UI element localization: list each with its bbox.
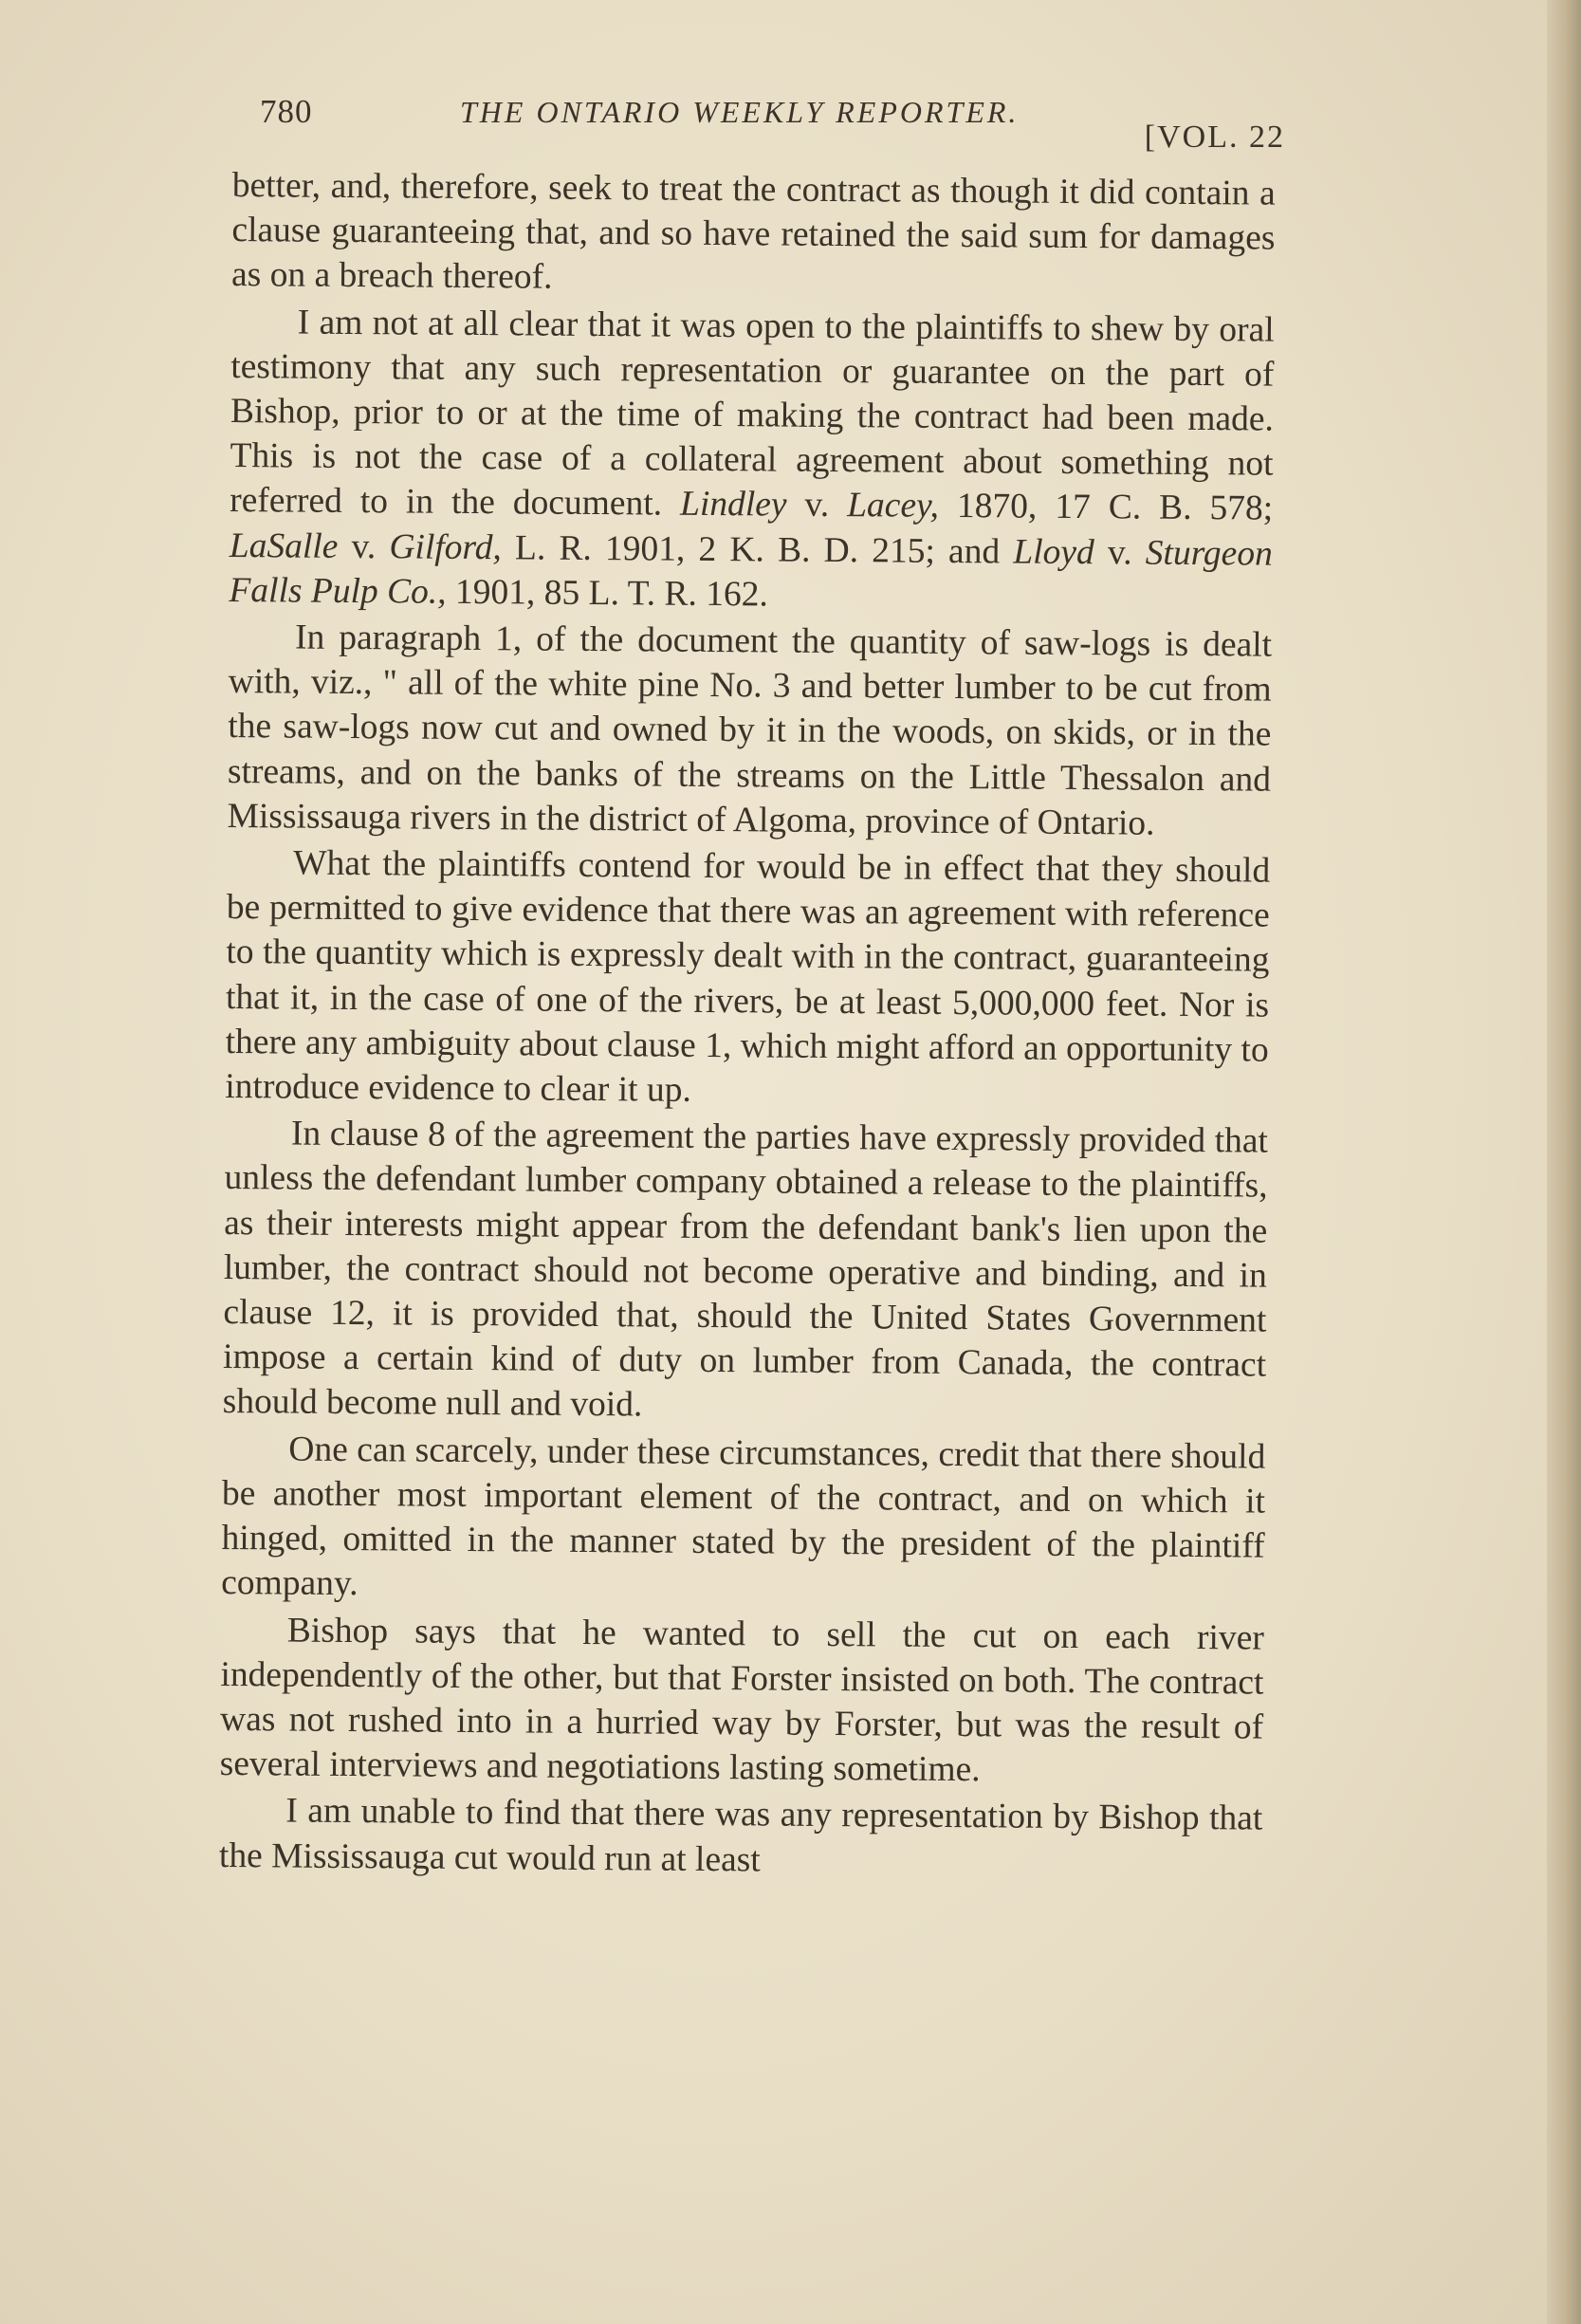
running-header	[256, 87, 1285, 163]
paragraph-7: Bishop says that he wanted to sell the cut on each river independently of the other, but that Forster insisted on both. The contract was not rushed into in a hurried way by Forster, but was the result of several interviews and negotiations lasting sometime.	[219, 1611, 1264, 1790]
paragraph-4: What the plaintiffs contend for would be in effect that they should be permitted to give evidence that there was an agreement with reference to the quantity which is expressly dealt with in the contract, guaranteeing that it, in the case of one of the rivers, be at least 5,000,000 feet. Nor is there any ambiguity about clause 1, which might afford an opportunity to introduce evidence to clear it up.	[225, 843, 1271, 1110]
paragraph-1: better, and, therefore, seek to treat the contract as though it did contain a clause guaranteeing that, and so have retained the said sum for damages as on a breach thereof.	[230, 165, 1276, 298]
citation-reference: L. R. 1901, 2 K. B. D. 215; and	[501, 527, 1014, 572]
paragraph-2	[229, 300, 1275, 621]
page-number: 780	[260, 93, 313, 130]
case-citation-lindley: Lindley	[679, 485, 787, 526]
case-citation-sturgeon-falls: Sturgeon Falls Pulp Co.,	[229, 533, 1273, 612]
case-citation-gilford: Gilford,	[389, 526, 503, 567]
body-text	[219, 163, 1276, 1888]
case-citation-lasalle: LaSalle	[229, 526, 339, 566]
case-citation-lacey: Lacey,	[847, 486, 940, 526]
book-spine-shadow	[1547, 0, 1581, 2324]
citation-connector: v.	[338, 526, 390, 566]
paragraph-3: In paragraph 1, of the document the quantity of saw-logs is dealt with, viz., " all of the white pine No. 3 and better lumber to be cut from the saw-logs now cut and owned by it in the woods, on skids, or in the streams, and on the banks of the streams on the Little Thessalon and Mississauga rivers in the district of Algoma, province of Ontario.	[227, 618, 1273, 843]
case-citation-lloyd: Lloyd	[1013, 532, 1094, 572]
paragraph-2-text: I am not at all clear that it was open to the plaintiffs to shew by oral testimony that any such representation or guarantee on the part of Bishop, prior to or at the time of making the contract had been made. This is not the case of a collateral agreement about something not referred to in the document.	[230, 303, 1275, 525]
paragraph-5: In clause 8 of the agreement the parties have expressly provided that unless the defendant lumber company obtained a release to the plaintiffs, as their interests might appear from the defendant bank's lien upon the lumber, the contract should not become operative and binding, and in clause 12, it is provided that, should the United States Government impose a certain kind of duty on lumber from Canada, the contract should become null and void.	[222, 1114, 1269, 1425]
citation-connector: v.	[786, 486, 848, 526]
citation-connector: v.	[1094, 532, 1146, 573]
citation-reference: 1901, 85 L. T. R. 162.	[446, 572, 769, 615]
volume-label: [VOL. 22	[1144, 120, 1285, 155]
running-title: THE ONTARIO WEEKLY REPORTER.	[460, 95, 1020, 129]
citation-reference: 1870, 17 C. B. 578;	[938, 487, 1274, 529]
paragraph-6: One can scarcely, under these circumstances, credit that there should be another most important element of the contract, and on which it hinged, omitted in the manner stated by the president of the plaintiff company.	[221, 1429, 1266, 1604]
paragraph-8: I am unable to find that there was any representation by Bishop that the Mississauga cut would run at least	[218, 1791, 1263, 1879]
